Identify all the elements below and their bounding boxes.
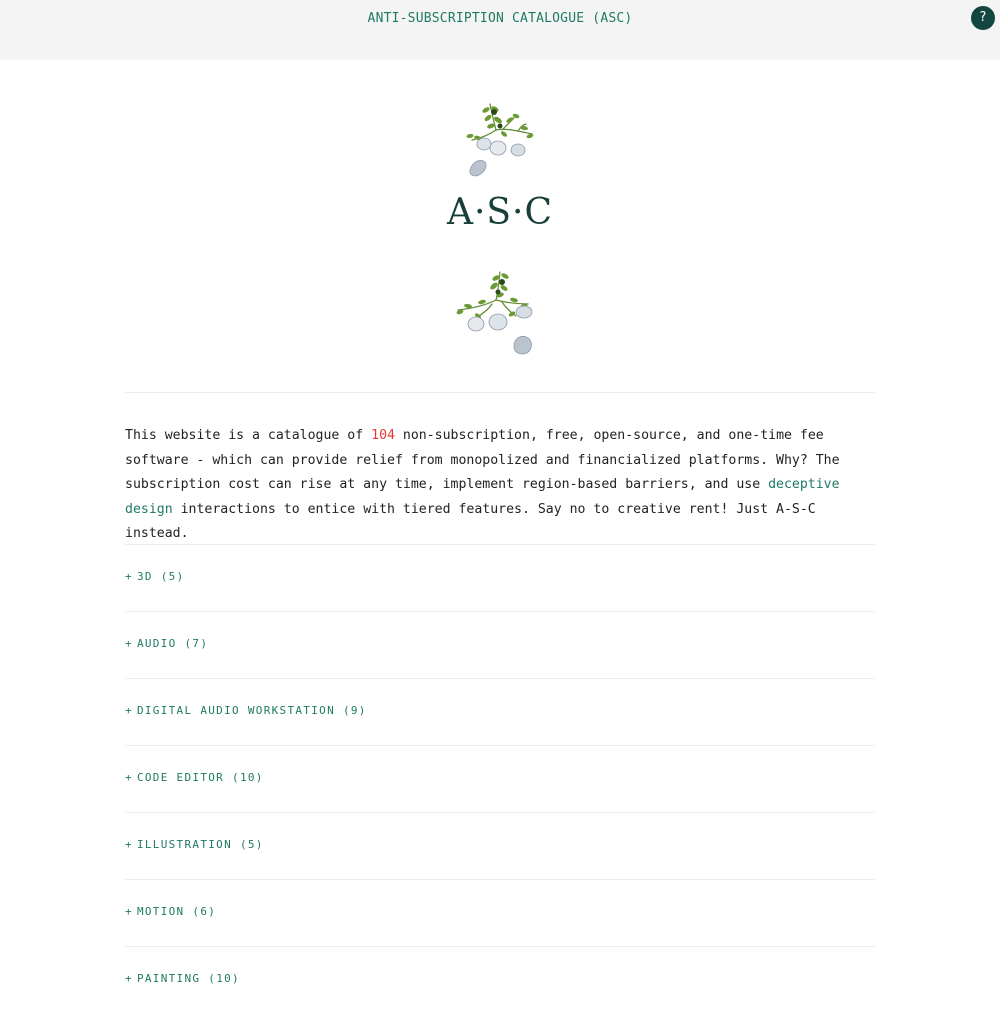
category-toggle[interactable]	[125, 838, 264, 851]
flower-sprig-image	[452, 268, 542, 360]
category-count: (7)	[184, 637, 209, 650]
category-toggle[interactable]	[125, 570, 185, 583]
category-name: ILLUSTRATION	[136, 838, 233, 851]
logo-text: A·S·C	[446, 192, 554, 233]
category-name: DIGITAL AUDIO WORKSTATION	[136, 704, 336, 717]
site-title-link[interactable]: ANTI-SUBSCRIPTION CATALOGUE (ASC)	[367, 11, 633, 26]
category-name: PAINTING	[136, 972, 201, 985]
category-item-digital-audio-workstation[interactable]	[125, 678, 875, 745]
expand-plus-icon: +	[125, 637, 133, 650]
category-name: MOTION	[136, 905, 185, 918]
category-item-audio[interactable]	[125, 611, 875, 678]
category-name: 3D	[136, 570, 153, 583]
top-bar	[0, 0, 1000, 60]
category-item-motion[interactable]	[125, 879, 875, 946]
category-list	[125, 544, 875, 1013]
category-count: (5)	[160, 570, 185, 583]
category-toggle[interactable]	[125, 637, 208, 650]
intro-paragraph	[125, 424, 875, 547]
category-toggle[interactable]	[125, 972, 240, 985]
software-count: 104	[371, 428, 395, 443]
category-toggle[interactable]	[125, 905, 216, 918]
section-divider	[125, 392, 875, 393]
category-name: CODE EDITOR	[136, 771, 225, 784]
intro-text: This website is a catalogue of	[125, 428, 372, 443]
expand-plus-icon: +	[125, 972, 133, 985]
expand-plus-icon: +	[125, 771, 133, 784]
expand-plus-icon: +	[125, 704, 133, 717]
category-count: (6)	[192, 905, 217, 918]
expand-plus-icon: +	[125, 838, 133, 851]
deceptive-design-link[interactable]: deceptive design	[125, 477, 840, 517]
category-item-illustration[interactable]	[125, 812, 875, 879]
expand-plus-icon: +	[125, 905, 133, 918]
intro-text: interactions to entice with tiered features. Say no to creative rent! Just A-S-C instead.	[125, 501, 816, 541]
category-toggle[interactable]	[125, 704, 367, 717]
category-item-code-editor[interactable]	[125, 745, 875, 812]
help-button[interactable]: ?	[971, 6, 995, 30]
intro-text: non-subscription, free, open-source, and one-time fee software - which can provide relief from monopolized and financialized platforms. Why? The subscription cost can rise at any time, implement region-based barriers, and use	[125, 428, 840, 492]
category-item-painting[interactable]	[125, 946, 875, 1013]
flower-sprig-image	[458, 100, 540, 182]
category-item-3d[interactable]	[125, 544, 875, 611]
expand-plus-icon: +	[125, 570, 133, 583]
category-count: (9)	[342, 704, 367, 717]
category-name: AUDIO	[136, 637, 177, 650]
category-count: (10)	[208, 972, 240, 985]
category-toggle[interactable]	[125, 771, 264, 784]
hero	[0, 60, 1000, 392]
category-count: (5)	[239, 838, 264, 851]
category-count: (10)	[232, 771, 264, 784]
